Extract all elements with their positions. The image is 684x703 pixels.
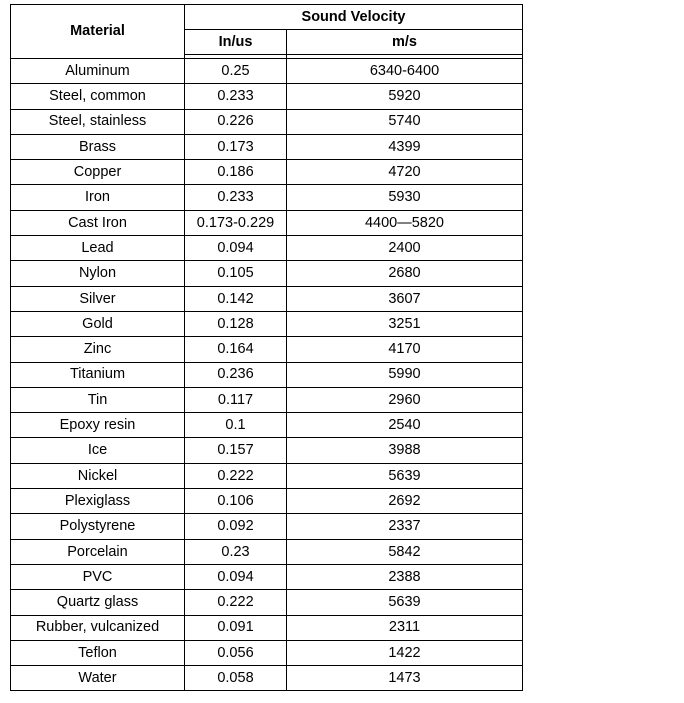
cell-in-us-text: 0.236 bbox=[217, 366, 254, 383]
cell-in-us-text: 0.173-0.229 bbox=[196, 214, 275, 231]
cell-m-s-text: 2540 bbox=[388, 417, 421, 434]
table-row bbox=[11, 387, 523, 412]
cell-material bbox=[11, 413, 185, 438]
cell-in-us bbox=[185, 564, 287, 589]
header-in-us: In/us bbox=[185, 30, 287, 55]
cell-m-s-text: 4170 bbox=[388, 341, 421, 358]
cell-in-us-text: 0.233 bbox=[217, 88, 254, 105]
cell-m-s bbox=[287, 261, 523, 286]
header-sound-velocity: Sound Velocity bbox=[185, 5, 523, 30]
cell-in-us-text: 0.23 bbox=[221, 543, 250, 560]
cell-m-s-text: 5639 bbox=[388, 594, 421, 611]
cell-m-s-text: 2680 bbox=[388, 265, 421, 282]
cell-m-s-text: 5740 bbox=[388, 113, 421, 130]
cell-m-s bbox=[287, 514, 523, 539]
cell-material bbox=[11, 640, 185, 665]
cell-m-s bbox=[287, 286, 523, 311]
cell-m-s-text: 2400 bbox=[388, 239, 421, 256]
cell-material-text: Porcelain bbox=[67, 543, 128, 560]
header-material: Material bbox=[11, 5, 185, 59]
cell-in-us-text: 0.186 bbox=[217, 164, 254, 181]
cell-m-s bbox=[287, 311, 523, 336]
table-row bbox=[11, 564, 523, 589]
cell-in-us-text: 0.173 bbox=[217, 138, 254, 155]
table-row bbox=[11, 84, 523, 109]
cell-in-us bbox=[185, 286, 287, 311]
cell-in-us-text: 0.056 bbox=[217, 644, 254, 661]
data-rows bbox=[11, 59, 523, 691]
cell-in-us bbox=[185, 387, 287, 412]
cell-in-us-text: 0.058 bbox=[217, 670, 254, 687]
cell-m-s-text: 5930 bbox=[388, 189, 421, 206]
table-row bbox=[11, 413, 523, 438]
cell-m-s bbox=[287, 640, 523, 665]
table-row bbox=[11, 438, 523, 463]
table-row bbox=[11, 539, 523, 564]
cell-m-s-text: 5639 bbox=[388, 467, 421, 484]
cell-in-us bbox=[185, 160, 287, 185]
cell-material bbox=[11, 109, 185, 134]
cell-m-s-text: 4399 bbox=[388, 138, 421, 155]
cell-material bbox=[11, 236, 185, 261]
cell-material bbox=[11, 134, 185, 159]
cell-in-us-text: 0.117 bbox=[217, 391, 254, 408]
cell-material-text: Teflon bbox=[78, 644, 117, 661]
cell-m-s bbox=[287, 337, 523, 362]
cell-in-us bbox=[185, 640, 287, 665]
table-body bbox=[11, 5, 523, 59]
cell-material-text: Iron bbox=[85, 189, 110, 206]
cell-material bbox=[11, 160, 185, 185]
cell-material-text: Aluminum bbox=[65, 62, 130, 79]
cell-m-s-text: 3988 bbox=[388, 442, 421, 459]
cell-m-s-text: 5920 bbox=[388, 88, 421, 105]
cell-m-s-text: 2337 bbox=[388, 518, 421, 535]
cell-in-us bbox=[185, 438, 287, 463]
cell-in-us bbox=[185, 84, 287, 109]
cell-m-s-text: 2388 bbox=[388, 568, 421, 585]
cell-material-text: Water bbox=[78, 670, 117, 687]
cell-in-us-text: 0.164 bbox=[217, 341, 254, 358]
cell-m-s-text: 3251 bbox=[388, 315, 421, 332]
cell-material bbox=[11, 438, 185, 463]
cell-material bbox=[11, 84, 185, 109]
cell-material bbox=[11, 387, 185, 412]
cell-material-text: Steel, stainless bbox=[48, 113, 147, 130]
cell-in-us bbox=[185, 311, 287, 336]
cell-material bbox=[11, 514, 185, 539]
cell-in-us bbox=[185, 590, 287, 615]
cell-material bbox=[11, 362, 185, 387]
cell-in-us-text: 0.128 bbox=[217, 315, 254, 332]
cell-in-us bbox=[185, 539, 287, 564]
cell-material-text: Plexiglass bbox=[64, 492, 131, 509]
cell-m-s-text: 1473 bbox=[388, 670, 421, 687]
table-row bbox=[11, 286, 523, 311]
cell-material-text: Brass bbox=[78, 138, 117, 155]
table-row bbox=[11, 210, 523, 235]
cell-material-text: Silver bbox=[79, 290, 116, 307]
table-row bbox=[11, 362, 523, 387]
cell-material-text: Rubber, vulcanized bbox=[35, 619, 160, 636]
cell-material bbox=[11, 261, 185, 286]
table-row bbox=[11, 134, 523, 159]
table-row bbox=[11, 311, 523, 336]
cell-in-us-text: 0.222 bbox=[217, 594, 254, 611]
cell-m-s bbox=[287, 134, 523, 159]
cell-m-s-text: 2960 bbox=[388, 391, 421, 408]
cell-in-us bbox=[185, 463, 287, 488]
cell-in-us bbox=[185, 134, 287, 159]
cell-material-text: Steel, common bbox=[49, 88, 146, 105]
cell-m-s bbox=[287, 236, 523, 261]
cell-m-s bbox=[287, 615, 523, 640]
cell-material bbox=[11, 286, 185, 311]
cell-m-s-text: 2692 bbox=[388, 492, 421, 509]
cell-m-s bbox=[287, 84, 523, 109]
cell-m-s-text: 4400—5820 bbox=[364, 214, 444, 231]
cell-in-us bbox=[185, 109, 287, 134]
cell-in-us-text: 0.157 bbox=[217, 442, 254, 459]
cell-m-s bbox=[287, 463, 523, 488]
cell-m-s bbox=[287, 413, 523, 438]
cell-in-us-text: 0.233 bbox=[217, 189, 254, 206]
cell-material bbox=[11, 564, 185, 589]
cell-material bbox=[11, 210, 185, 235]
cell-in-us-text: 0.142 bbox=[217, 290, 254, 307]
cell-m-s bbox=[287, 185, 523, 210]
cell-material-text: Cast Iron bbox=[68, 214, 127, 231]
table-row bbox=[11, 463, 523, 488]
cell-m-s bbox=[287, 387, 523, 412]
cell-in-us-text: 0.105 bbox=[217, 265, 254, 282]
cell-material bbox=[11, 59, 185, 84]
cell-in-us-text: 0.092 bbox=[217, 518, 254, 535]
cell-material-text: Ice bbox=[87, 442, 108, 459]
cell-in-us-text: 0.106 bbox=[217, 492, 254, 509]
cell-m-s-text: 6340-6400 bbox=[369, 62, 440, 79]
cell-material-text: Zinc bbox=[83, 341, 112, 358]
table-row bbox=[11, 590, 523, 615]
cell-in-us-text: 0.094 bbox=[217, 568, 254, 585]
table-row bbox=[11, 615, 523, 640]
cell-in-us-text: 0.25 bbox=[221, 62, 250, 79]
table-row bbox=[11, 109, 523, 134]
cell-in-us-text: 0.091 bbox=[217, 619, 254, 636]
table-row bbox=[11, 337, 523, 362]
table-row bbox=[11, 185, 523, 210]
cell-material-text: Nylon bbox=[78, 265, 117, 282]
cell-material bbox=[11, 590, 185, 615]
cell-in-us bbox=[185, 185, 287, 210]
cell-m-s-text: 2311 bbox=[388, 619, 421, 636]
cell-m-s-text: 4720 bbox=[388, 164, 421, 181]
cell-in-us-text: 0.094 bbox=[217, 239, 254, 256]
table-row bbox=[11, 489, 523, 514]
cell-m-s bbox=[287, 539, 523, 564]
cell-in-us bbox=[185, 615, 287, 640]
header-m-s: m/s bbox=[287, 30, 523, 55]
cell-material-text: Polystyrene bbox=[59, 518, 136, 535]
cell-material-text: Nickel bbox=[77, 467, 118, 484]
cell-in-us bbox=[185, 489, 287, 514]
table-row bbox=[11, 666, 523, 691]
cell-in-us bbox=[185, 59, 287, 84]
cell-material bbox=[11, 489, 185, 514]
cell-m-s bbox=[287, 489, 523, 514]
cell-m-s bbox=[287, 590, 523, 615]
cell-in-us bbox=[185, 236, 287, 261]
table-row bbox=[11, 236, 523, 261]
cell-material bbox=[11, 185, 185, 210]
header-row-primary bbox=[11, 5, 523, 30]
cell-material bbox=[11, 615, 185, 640]
cell-m-s bbox=[287, 210, 523, 235]
cell-m-s bbox=[287, 564, 523, 589]
sound-velocity-table bbox=[10, 4, 523, 691]
cell-in-us-text: 0.1 bbox=[225, 417, 246, 434]
cell-m-s bbox=[287, 59, 523, 84]
table-row bbox=[11, 514, 523, 539]
cell-in-us bbox=[185, 210, 287, 235]
cell-m-s bbox=[287, 109, 523, 134]
cell-m-s-text: 3607 bbox=[388, 290, 421, 307]
cell-material bbox=[11, 337, 185, 362]
cell-in-us bbox=[185, 666, 287, 691]
cell-m-s bbox=[287, 160, 523, 185]
table-row bbox=[11, 261, 523, 286]
cell-m-s bbox=[287, 362, 523, 387]
cell-material-text: Titanium bbox=[69, 366, 126, 383]
table-row bbox=[11, 640, 523, 665]
cell-material-text: Quartz glass bbox=[56, 594, 139, 611]
cell-in-us bbox=[185, 514, 287, 539]
cell-material-text: Epoxy resin bbox=[59, 417, 136, 434]
cell-m-s bbox=[287, 438, 523, 463]
cell-m-s bbox=[287, 666, 523, 691]
cell-material bbox=[11, 539, 185, 564]
cell-material-text: Copper bbox=[73, 164, 122, 181]
cell-m-s-text: 5842 bbox=[388, 543, 421, 560]
table-row bbox=[11, 59, 523, 84]
cell-in-us-text: 0.226 bbox=[217, 113, 254, 130]
cell-material bbox=[11, 463, 185, 488]
table-row bbox=[11, 160, 523, 185]
cell-m-s-text: 5990 bbox=[388, 366, 421, 383]
cell-in-us-text: 0.222 bbox=[217, 467, 254, 484]
cell-material bbox=[11, 311, 185, 336]
cell-m-s-text: 1422 bbox=[388, 644, 421, 661]
cell-material-text: PVC bbox=[82, 568, 113, 585]
cell-in-us bbox=[185, 337, 287, 362]
cell-in-us bbox=[185, 413, 287, 438]
cell-material-text: Gold bbox=[82, 315, 113, 332]
cell-in-us bbox=[185, 362, 287, 387]
cell-material bbox=[11, 666, 185, 691]
cell-material-text: Tin bbox=[87, 391, 108, 408]
cell-in-us bbox=[185, 261, 287, 286]
cell-material-text: Lead bbox=[81, 239, 114, 256]
